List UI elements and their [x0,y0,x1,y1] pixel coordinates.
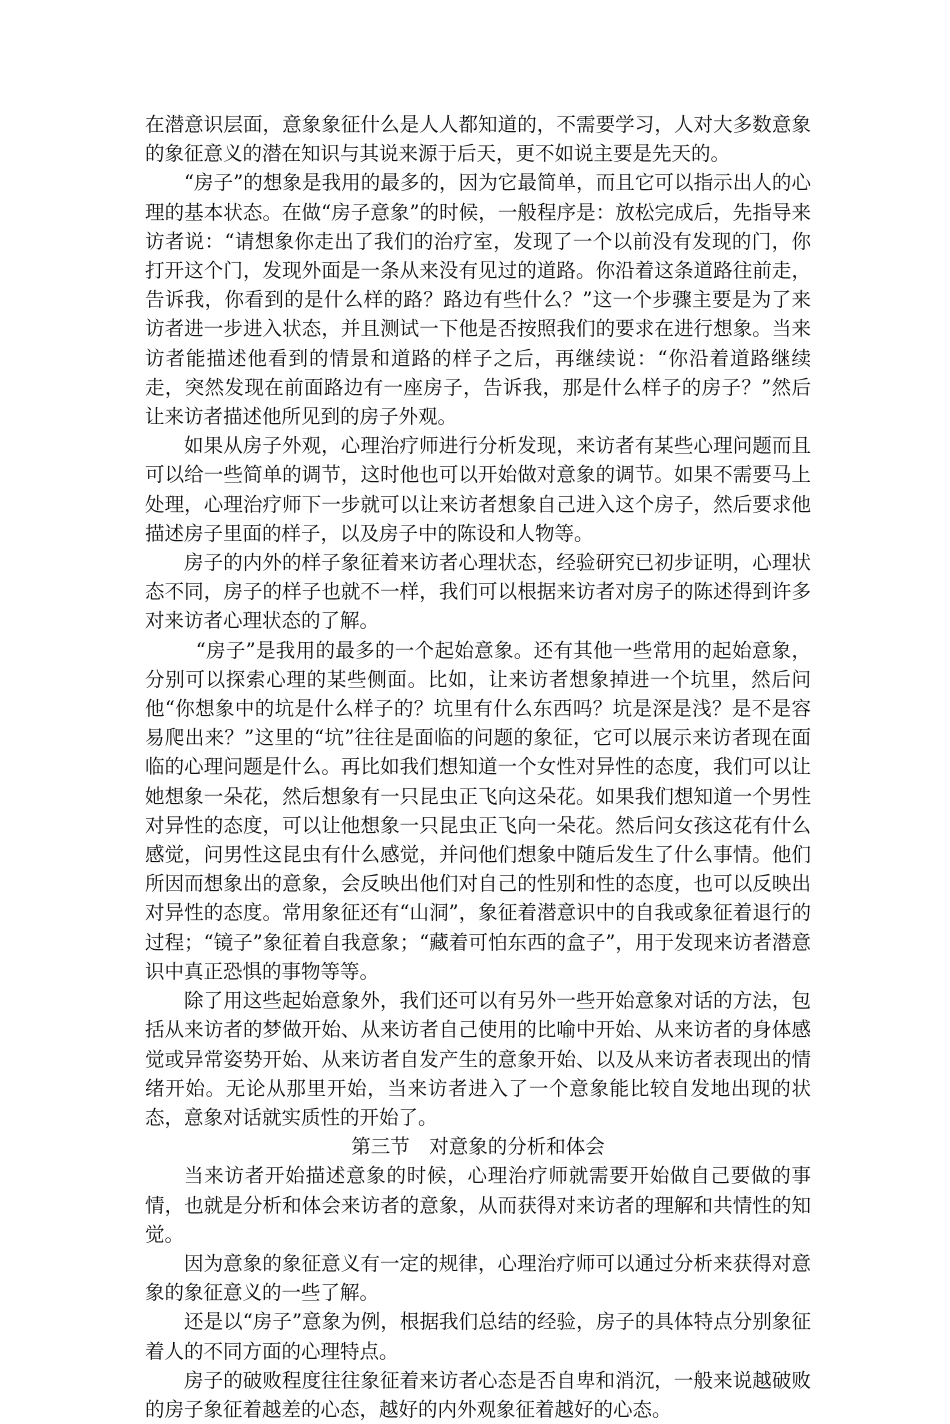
paragraph-5: “房子”是我用的最多的一个起始意象。还有其他一些常用的起始意象，分别可以探索心理的某些侧面。比如，让来访者想象掉进一个坑里，然后问他“你想象中的坑是什么样子的？坑里有什么东西吗？坑是深是浅？是不是容易爬出来？”这里的“坑”往往是面临的问题的象征，它可以展示来访者现在面临的心理问题是什么。再比如我们想知道一个女性对异性的态度，我们可以让她想象一朵花，然后想象有一只昆虫正飞向这朵花。如果我们想知道一个男性对异性的态度，可以让他想象一只昆虫正飞向一朵花。然后问女孩这花有什么感觉，问男性这昆虫有什么感觉，并问他们想象中随后发生了什么事情。他们所因而想象出的意象，会反映出他们对自己的性别和性的态度，也可以反映出对异性的态度。常用象征还有“山洞”，象征着潜意识中的自我或象征着退行的过程；“镜子”象征着自我意象；“藏着可怕东西的盒子”，用于发现来访者潜意识中真正恐惧的事物等等。 [145,638,811,983]
paragraph-7: 当来访者开始描述意象的时候，心理治疗师就需要开始做自己要做的事情，也就是分析和体会来访者的意象，从而获得对来访者的理解和共情性的知觉。 [145,1164,811,1246]
paragraph-3: 如果从房子外观，心理治疗师进行分析发现，来访者有某些心理问题而且可以给一些简单的调节，这时他也可以开始做对意象的调节。如果不需要马上处理，心理治疗师下一步就可以让来访者想象自己进入这个房子，然后要求他描述房子里面的样子，以及房子中的陈设和人物等。 [145,434,811,545]
paragraph-2: “房子”的想象是我用的最多的，因为它最简单，而且它可以指示出人的心理的基本状态。在做“房子意象”的时候，一般程序是：放松完成后，先指导来访者说：“请想象你走出了我们的治疗室，发现了一个以前没有发现的门，你打开这个门，发现外面是一条从来没有见过的道路。你沿着这条道路往前走，告诉我，你看到的是什么样的路？路边有些什么？”这一个步骤主要是为了来访者进一步进入状态，并且测试一下他是否按照我们的要求在进行想象。当来访者能描述他看到的情景和道路的样子之后，再继续说：“你沿着道路继续走，突然发现在前面路边有一座房子，告诉我，那是什么样子的房子？”然后让来访者描述他所见到的房子外观。 [145,171,811,429]
paragraph-4: 房子的内外的样子象征着来访者心理状态，经验研究已初步证明，心理状态不同，房子的样子也就不一样，我们可以根据来访者对房子的陈述得到许多对来访者心理状态的了解。 [145,551,811,633]
paragraph-6: 除了用这些起始意象外，我们还可以有另外一些开始意象对话的方法，包括从来访者的梦做开始、从来访者自己使用的比喻中开始、从来访者的身体感觉或异常姿势开始、从来访者自发产生的意象开始、以及从来访者表现出的情绪开始。无论从那里开始，当来访者进入了一个意象能比较自发地出现的状态，意象对话就实质性的开始了。 [145,989,811,1129]
paragraph-1: 在潜意识层面，意象象征什么是人人都知道的，不需要学习，人对大多数意象的象征意义的潜在知识与其说来源于后天，更不如说主要是先天的。 [145,113,811,166]
document-page [145,110,811,1424]
paragraph-10: 房子的破败程度往往象征着来访者心态是否自卑和消沉，一般来说越破败的房子象征着越差的心态，越好的内外观象征着越好的心态。 [145,1368,811,1421]
paragraph-9: 还是以“房子”意象为例，根据我们总结的经验，房子的具体特点分别象征着人的不同方面的心理特点。 [145,1310,811,1363]
paragraph-8: 因为意象的象征意义有一定的规律，心理治疗师可以通过分析来获得对意象的象征意义的一些了解。 [145,1251,811,1305]
section-heading: 第三节 对意象的分析和体会 [351,1135,605,1159]
